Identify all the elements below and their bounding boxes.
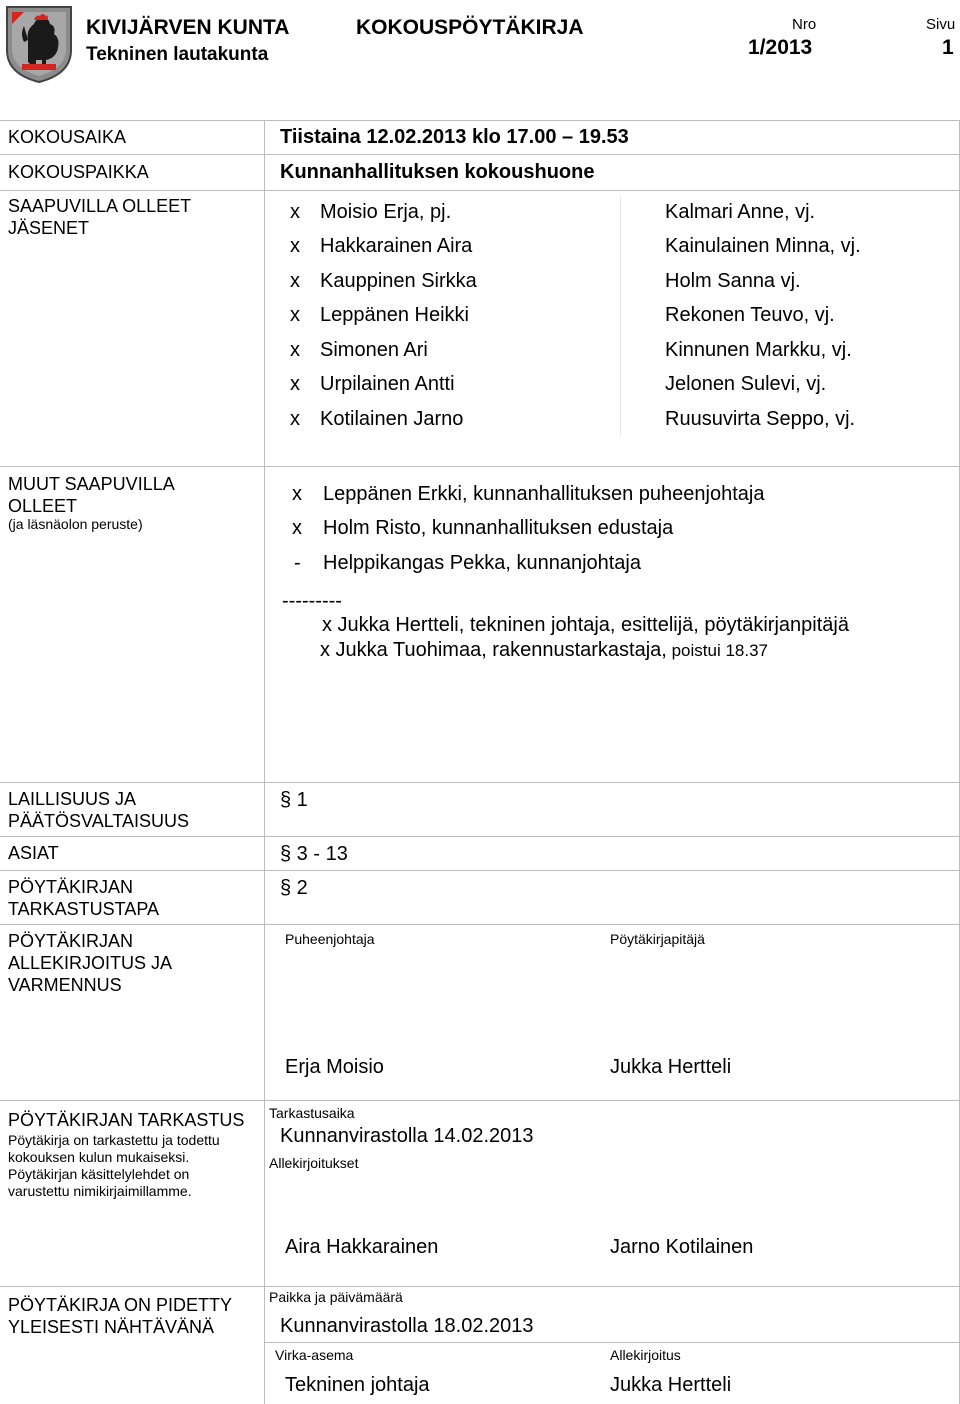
review-signer-1: Aira Hakkarainen: [285, 1236, 439, 1258]
sivu-label: Sivu: [926, 16, 956, 33]
rule: [0, 1100, 960, 1101]
extra-attendee-2: [320, 639, 768, 662]
rule: [0, 120, 960, 121]
attendance-mark: x: [290, 339, 300, 361]
member-name: Leppänen Heikki: [320, 304, 469, 326]
board-name: Tekninen lautakunta: [86, 44, 269, 65]
member-name: Urpilainen Antti: [320, 373, 455, 395]
attendance-mark: x: [290, 373, 300, 395]
deputy-name: Ruusuvirta Seppo, vj.: [665, 408, 856, 430]
attendance-mark: x: [290, 408, 300, 430]
rule: [0, 782, 960, 783]
attendee-text: Helppikangas Pekka, kunnanjohtaja: [323, 552, 641, 574]
attendance-mark: x: [292, 483, 302, 505]
public-office-label: Virka-asema: [275, 1347, 354, 1363]
review-signatures-label: Allekirjoitukset: [269, 1155, 359, 1171]
attendance-mark: x: [290, 235, 300, 257]
deputy-name: Kinnunen Markku, vj.: [665, 339, 852, 361]
member-name: Kauppinen Sirkka: [320, 270, 477, 292]
public-place-value: Kunnanvirastolla 18.02.2013: [280, 1315, 534, 1337]
deputy-name: Jelonen Sulevi, vj.: [665, 373, 827, 395]
member-name: Hakkarainen Aira: [320, 235, 473, 257]
coat-of-arms-logo: [4, 4, 74, 84]
secretary-name: Jukka Hertteli: [610, 1056, 732, 1078]
rule: [0, 1286, 960, 1287]
rule: [0, 870, 960, 871]
review-signer-2: Jarno Kotilainen: [610, 1236, 754, 1258]
doc-type: KOKOUSPÖYTÄKIRJA: [356, 16, 584, 39]
nro-label: Nro: [792, 16, 817, 33]
rule: [264, 1342, 960, 1343]
member-name: Kotilainen Jarno: [320, 408, 464, 430]
attendance-mark: x: [292, 517, 302, 539]
deputy-name: Kainulainen Minna, vj.: [665, 235, 861, 257]
extra-attendee-2-note: poistui 18.37: [666, 641, 768, 660]
separator-dashes: ---------: [282, 590, 342, 612]
rule: [0, 924, 960, 925]
legality-value: § 1: [280, 789, 308, 811]
secretary-label: Pöytäkirjapitäjä: [610, 931, 705, 947]
review-method-label: PÖYTÄKIRJAN TARKASTUSTAPA: [8, 877, 160, 919]
attendance-mark: x: [290, 270, 300, 292]
attendee-text: Leppänen Erkki, kunnanhallituksen puheenjohtaja: [323, 483, 765, 505]
org-name: KIVIJÄRVEN KUNTA: [86, 16, 290, 39]
member-name: Moisio Erja, pj.: [320, 201, 452, 223]
attendee-text: Holm Risto, kunnanhallituksen edustaja: [323, 517, 674, 539]
public-place-label: Paikka ja päivämäärä: [269, 1289, 403, 1305]
extra-attendee-2-main: x Jukka Tuohimaa, rakennustarkastaja,: [320, 639, 667, 661]
meeting-time-label: KOKOUSAIKA: [8, 127, 127, 147]
attendance-mark: x: [290, 201, 300, 223]
review-label: PÖYTÄKIRJAN TARKASTUS: [8, 1110, 245, 1130]
public-signature-label: Allekirjoitus: [610, 1347, 681, 1363]
deputy-name: Kalmari Anne, vj.: [665, 201, 816, 223]
items-value: § 3 - 13: [280, 843, 348, 865]
member-name: Simonen Ari: [320, 339, 428, 361]
column-divider: [264, 120, 265, 1404]
sivu-value: 1: [942, 36, 954, 59]
meeting-place-label: KOKOUSPAIKKA: [8, 162, 149, 182]
members-label: SAAPUVILLA OLLEET JÄSENET: [8, 196, 191, 238]
rule: [0, 190, 960, 191]
deputy-name: Holm Sanna vj.: [665, 270, 801, 292]
meeting-time-value: Tiistaina 12.02.2013 klo 17.00 – 19.53: [280, 126, 629, 148]
review-note: Pöytäkirja on tarkastettu ja todettu kokouksen kulun mukaiseksi. Pöytäkirjan käsittelylehdet on varustettu nimikirjaimillamme.: [8, 1132, 220, 1199]
review-time-value: Kunnanvirastolla 14.02.2013: [280, 1125, 534, 1147]
extra-attendee-1: x Jukka Hertteli, tekninen johtaja, esittelijä, pöytäkirjanpitäjä: [322, 614, 849, 636]
members-column-divider: [620, 196, 621, 436]
public-office-value: Tekninen johtaja: [285, 1374, 430, 1396]
meeting-place-value: Kunnanhallituksen kokoushuone: [280, 161, 595, 183]
rule: [0, 154, 960, 155]
rule: [0, 466, 960, 467]
items-label: ASIAT: [8, 843, 59, 863]
chair-label: Puheenjohtaja: [285, 931, 375, 947]
review-time-label: Tarkastusaika: [269, 1105, 355, 1121]
deputy-name: Rekonen Teuvo, vj.: [665, 304, 835, 326]
nro-value: 1/2013: [748, 36, 813, 59]
legality-label: LAILLISUUS JA PÄÄTÖSVALTAISUUS: [8, 789, 190, 831]
attendance-mark: -: [294, 552, 301, 574]
chair-name: Erja Moisio: [285, 1056, 384, 1078]
rule: [0, 836, 960, 837]
others-sublabel: (ja läsnäolon peruste): [8, 516, 143, 532]
attendance-mark: x: [290, 304, 300, 326]
public-signature-value: Jukka Hertteli: [610, 1374, 732, 1396]
others-label: MUUT SAAPUVILLA OLLEET: [8, 474, 174, 516]
public-label: PÖYTÄKIRJA ON PIDETTY YLEISESTI NÄHTÄVÄNÄ: [8, 1295, 232, 1337]
signing-label: PÖYTÄKIRJAN ALLEKIRJOITUS JA VARMENNUS: [8, 931, 172, 995]
review-method-value: § 2: [280, 877, 308, 899]
